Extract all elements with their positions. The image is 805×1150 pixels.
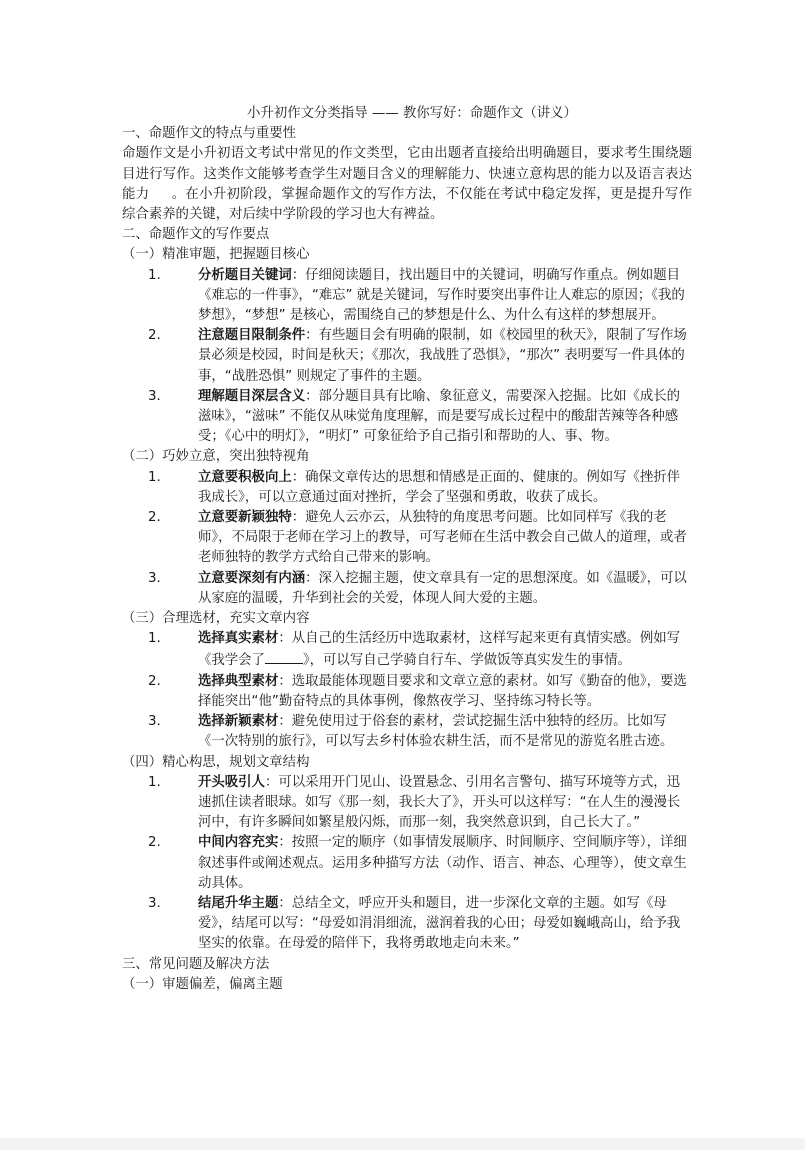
- list-item-body: [174, 629, 692, 671]
- list-number: 3.: [148, 570, 161, 586]
- list-item-text: ：避免使用过于俗套的素材，尝试挖掘生活中独特的经历。比如写《一次特别的旅行》，可以写去乡村体验农耕生活，而不是常见的游览名胜古迹。: [198, 714, 674, 750]
- list-item: [122, 894, 692, 955]
- list-item: [122, 833, 692, 894]
- list-item: [122, 387, 692, 448]
- list-number: 1.: [148, 631, 161, 647]
- list-item: [122, 672, 692, 712]
- section-heading: 二、命题作文的写作要点: [122, 227, 270, 243]
- list-number: 1.: [148, 469, 161, 485]
- list-item: [122, 326, 692, 387]
- subsection-heading: （三）合理选材，充实文章内容: [122, 611, 310, 627]
- list-item-text: ：有些题目会有明确的限制，如《校园里的秋天》，限制了写作场景必须是校园，时间是秋天；《那次，我战胜了恐惧》，“那次” 表明要写一件具体的事，“战胜恐惧” 则规定了事件的主题。: [198, 328, 687, 384]
- list-item-text: ：部分题目具有比喻、象征意义，需要深入挖掘。比如《成长的滋味》，“滋味” 不能仅从味觉角度理解，而是要写成长过程中的酸甜苦辣等各种感受；《心中的明灯》，“明灯” 可象征给予自己指引和帮助的人、事、物。: [198, 388, 681, 445]
- list-item-text: 》，可以写自己学骑自行车、学做饭等真实发生的事情。: [302, 653, 632, 669]
- list-item-body: [174, 672, 692, 712]
- list-item-text: ：选取最能体现题目要求和文章立意的素材。如写《勤奋的他》，要选择能突出“他”勤奋特点的具体事例，像熬夜学习、坚持练习特长等。: [198, 673, 687, 709]
- list-number: 1.: [148, 267, 161, 283]
- section-heading: 三、常见问题及解决方法: [122, 956, 270, 972]
- list-item: [122, 266, 692, 327]
- list-item-keyword: 结尾升华主题: [198, 895, 279, 911]
- list-item-text: ：可以采用开门见山、设置悬念、引用名言警句、描写环境等方式，迅速抓住读者眼球。如写《那一刻，我长大了》，开头可以这样写：“在人生的漫漫长河中，有许多瞬间如繁星般闪烁，而那一刻，我突然意识到，自己长大了。”: [198, 774, 681, 831]
- list-item: [122, 508, 692, 569]
- list-number: 2.: [148, 673, 161, 689]
- list-item-text: ：避免人云亦云，从独特的角度思考问题。比如同样写《我的老师》，不局限于老师在学习上的教导，可写老师在生活中教会自己做人的道理，或者老师独特的教学方式给自己带来的影响。: [198, 510, 687, 566]
- list-item-body: [174, 468, 692, 508]
- list-item-body: [174, 387, 692, 448]
- list-item-body: [174, 773, 692, 834]
- section-heading: 一、命题作文的特点与重要性: [122, 126, 297, 142]
- list-number: 1.: [148, 774, 161, 790]
- list-item: [122, 629, 692, 671]
- list-item-keyword: 开头吸引人: [198, 774, 265, 790]
- list-item-keyword: 立意要深刻有内涵: [198, 570, 306, 586]
- list-item-text: ：总结全文，呼应开头和题目，进一步深化文章的主题。如写《母爱》，结尾可以写：“母爱如涓涓细流，滋润着我的心田；母爱如巍峨高山，给予我坚实的依靠。在母爱的陪伴下，我将勇敢地走向未来。”: [198, 895, 681, 952]
- list-item-keyword: 分析题目关键词: [198, 267, 292, 283]
- list-item-text: ：仔细阅读题目，找出题目中的关键词，明确写作重点。例如题目《难忘的一件事》，“难忘” 就是关键词，写作时要突出事件让人难忘的原因；《我的梦想》，“梦想” 是核心，需围绕自己的梦想是什么、为什么有这样的梦想展开。: [198, 267, 685, 324]
- paragraph-text: 命题作文是小升初语文考试中常见的作文类型，它由出题者直接给出明确题目，要求考生围绕题目进行写作。这类作文能够考查学生对题目含义的理解能力、快速立意构思的能力以及语言表达能力: [122, 146, 692, 202]
- list-item-body: [174, 508, 692, 569]
- list-item-text: ：按照一定的顺序（如事情发展顺序、时间顺序、空间顺序等），详细叙述事件或阐述观点。运用多种描写方法（动作、语言、神态、心理等），使文章生动具体。: [198, 835, 687, 891]
- list-item: [122, 569, 692, 609]
- list-item-body: [174, 569, 692, 609]
- list-number: 3.: [148, 388, 161, 404]
- list-number: 2.: [148, 510, 161, 526]
- fill-in-blank: [265, 649, 303, 664]
- list-number: 3.: [148, 895, 161, 911]
- list-item-keyword: 注意题目限制条件: [198, 328, 306, 344]
- list-item-keyword: 立意要积极向上: [198, 469, 292, 485]
- subsection-heading: （一）审题偏差，偏离主题: [122, 976, 283, 992]
- subsection-heading: （二）巧妙立意，突出独特视角: [122, 449, 310, 465]
- list-number: 2.: [148, 835, 161, 851]
- list-item-body: [174, 266, 692, 327]
- list-item-text: ：确保文章传达的思想和情感是正面的、健康的。例如写《挫折伴我成长》，可以立意通过面对挫折，学会了坚强和勇敢，收获了成长。: [198, 469, 681, 505]
- list-item-text: ：从自己的生活经历中选取素材，这样写起来更有真情实感。例如写《我学会了: [198, 631, 681, 669]
- list-item-body: [174, 326, 692, 387]
- list-number: 2.: [148, 328, 161, 344]
- list-item: [122, 468, 692, 508]
- paragraph: [122, 144, 692, 225]
- list-item-body: [174, 894, 692, 955]
- list-item: [122, 773, 692, 834]
- list-item-keyword: 选择新颖素材: [198, 714, 279, 730]
- document-content: [122, 104, 692, 995]
- list-item: [122, 712, 692, 752]
- document-title: 小升初作文分类指导 —— 教你写好：命题作文（讲义）: [247, 106, 577, 121]
- list-item-text: ：深入挖掘主题，使文章具有一定的思想深度。如《温暖》，可以从家庭的温暖，升华到社会的关爱，体现人间大爱的主题。: [198, 570, 687, 606]
- subsection-heading: （四）精心构思，规划文章结构: [122, 754, 310, 770]
- paragraph-text: 。在小升初阶段，掌握命题作文的写作方法，不仅能在考试中稳定发挥，更是提升写作综合素养的关键，对后续中学阶段的学习也大有裨益。: [122, 186, 693, 223]
- list-item-body: [174, 833, 692, 894]
- list-number: 3.: [148, 714, 161, 730]
- list-item-keyword: 中间内容充实: [198, 835, 279, 851]
- list-item-body: [174, 712, 692, 752]
- list-item-keyword: 理解题目深层含义: [198, 388, 306, 404]
- list-item-keyword: 立意要新颖独特: [198, 510, 292, 526]
- list-item-keyword: 选择典型素材: [198, 673, 279, 689]
- list-item-keyword: 选择真实素材: [198, 631, 279, 647]
- subsection-heading: （一）精准审题，把握题目核心: [122, 247, 310, 263]
